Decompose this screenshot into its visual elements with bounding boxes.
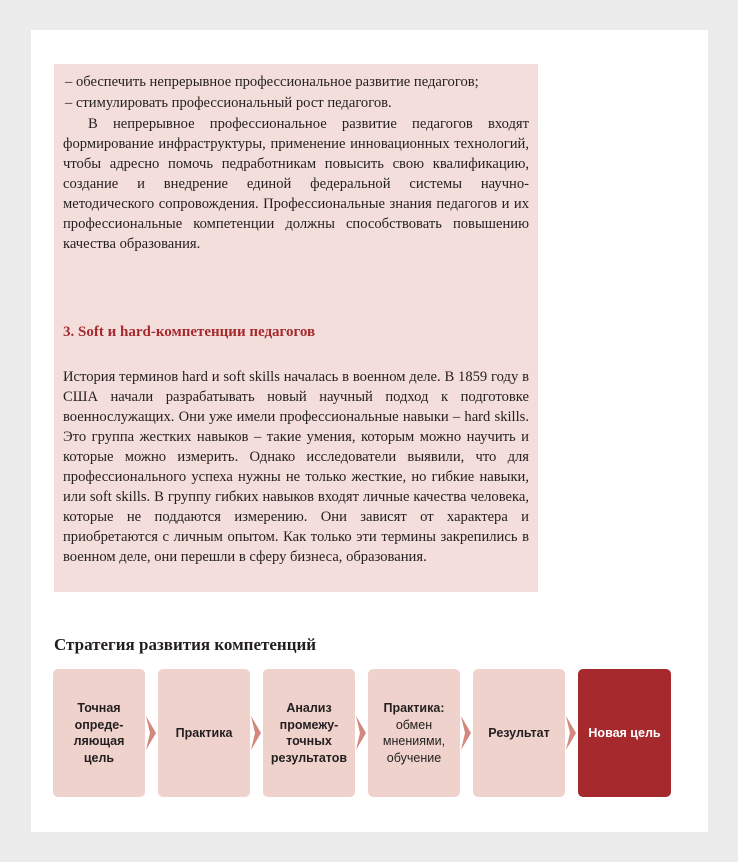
strategy-step-3 bbox=[263, 669, 355, 797]
strategy-step-6 bbox=[578, 669, 671, 797]
text-box bbox=[54, 64, 538, 592]
chevron-right-icon bbox=[565, 716, 577, 750]
strategy-step-4 bbox=[368, 669, 460, 797]
chevron-right-icon bbox=[460, 716, 472, 750]
step-sublabel: обмен мнениями, обучение bbox=[382, 717, 446, 765]
strategy-step-1 bbox=[53, 669, 145, 797]
strategy-step-5 bbox=[473, 669, 565, 797]
step-label: Результат bbox=[488, 725, 550, 740]
step-label: Практика bbox=[175, 725, 233, 740]
chevron-right-icon bbox=[355, 716, 367, 750]
step-label: Практика: bbox=[383, 701, 445, 715]
step-label: Анализ промежу- точных результатов bbox=[270, 701, 348, 765]
step-label: Новая цель bbox=[588, 725, 661, 740]
chevron-right-icon bbox=[145, 716, 157, 750]
step-label: Точная опреде- ляющая цель bbox=[73, 701, 125, 765]
paragraph-soft-hard-history: История терминов hard и soft skills началась в военном деле. В 1859 году в США начали разрабатывать новый научный подход к подготовке военнослужащих. Они уже имели профессиональные навыки – hard skills. Это группа жестких навыков – такие умения, которым можно научить и которые можно измерить. Однако исследователи выявили, что для профессионального успеха нужны не только жесткие, но гибкие навыки, или soft skills. В группу гибких навыков входят личные качества человека, которые не поддаются измерению. Они зависят от характера и приобретаются с личным опытом. Как только эти термины закрепились в военном деле, они перешли в сферу бизнеса, образования. bbox=[63, 369, 529, 565]
bullet-item: – стимулировать профессиональный рост педагогов. bbox=[65, 95, 392, 111]
strategy-step-2 bbox=[158, 669, 250, 797]
page bbox=[31, 30, 708, 832]
paragraph-professional-development: В непрерывное профессиональное развитие педагогов входят формирование инфраструктуры, применение инновационных технологий, чтобы адресно помочь педработникам повысить свою квалификацию, создание и внедрение единой федеральной системы научно-методического сопровождения. Профессиональные знания педагогов и их профессиональные компетенции должны способствовать повышению качества образования. bbox=[63, 116, 529, 252]
strategy-title: Стратегия развития компетенций bbox=[54, 635, 317, 654]
chevron-right-icon bbox=[250, 716, 262, 750]
section-heading: 3. Soft и hard-компетенции педагогов bbox=[63, 324, 316, 340]
bullet-item: – обеспечить непрерывное профессиональное развитие педагогов; bbox=[65, 74, 479, 90]
